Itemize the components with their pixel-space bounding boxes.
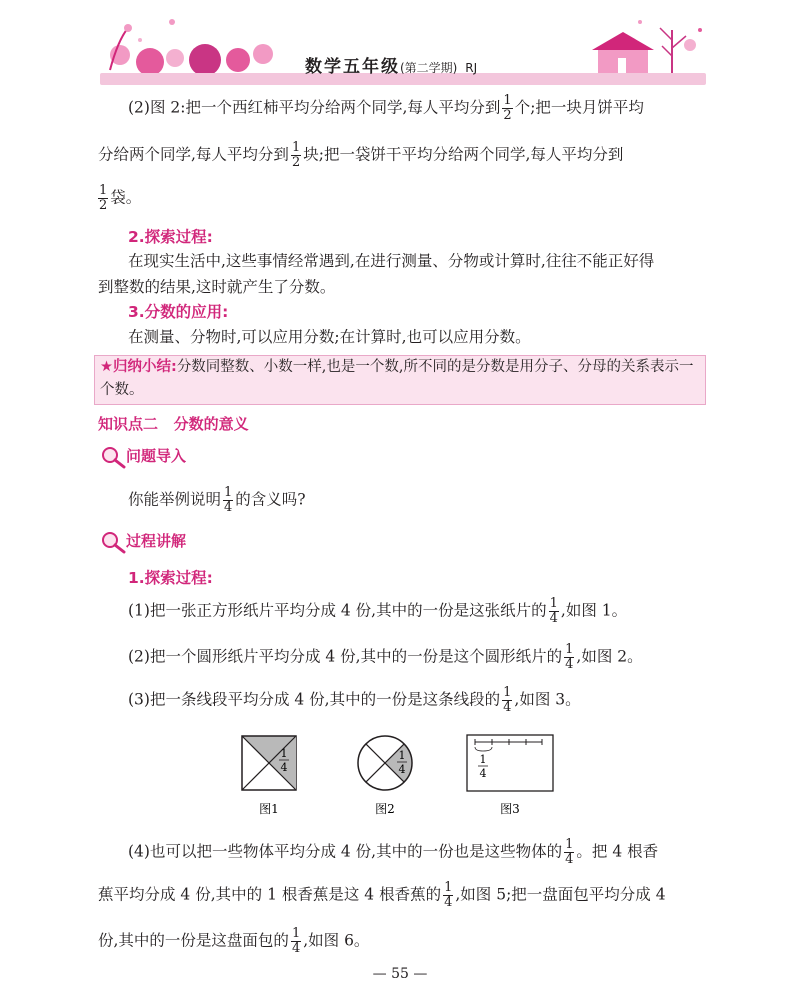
para4-line2: 蕉平均分成 4 份,其中的 1 根香蕉是这 4 根香蕉的 $\frac{1}{4}$ ,如图 5;把一盘面包平均分成 4 [98, 880, 666, 910]
explore-heading: 2.探索过程: [128, 228, 213, 246]
application-heading: 3.分数的应用: [128, 303, 229, 321]
fraction-one-half: $\frac{1}{2}$ [291, 140, 301, 170]
fig1-frac-num: 1 [280, 747, 288, 760]
fraction-one-quarter: $\frac{1}{4}$ [444, 880, 453, 910]
summary-label: ★归纳小结: [100, 359, 177, 375]
explore-line2: 到整数的结果,这时就产生了分数。 [98, 278, 336, 296]
figure-square [242, 736, 296, 790]
figures-area [230, 728, 570, 820]
fig2-frac-num: 1 [398, 749, 406, 762]
para-fig2-line1: (2)图 2:把一个西红柿平均分给两个同学,每人平均分到 $\frac{1}{2}$ 个;把一块月饼平均 [128, 93, 644, 123]
fraction-one-quarter: $\frac{1}{4}$ [503, 685, 512, 715]
flower-decoration-left [110, 19, 273, 76]
intro-heading: 问题导入 [126, 447, 187, 465]
figure-segment [467, 735, 553, 791]
process-p3: (3)把一条线段平均分成 4 份,其中的一份是这条线段的 $\frac{1}{4}$ ,如图 3。 [128, 685, 581, 715]
fraction-one-quarter: $\frac{1}{4}$ [565, 837, 574, 867]
summary-text [100, 356, 700, 402]
intro-question: 你能举例说明 $\frac{1}{4}$ 的含义吗? [128, 485, 306, 515]
fig3-caption: 图3 [500, 802, 520, 816]
fraction-one-quarter: $\frac{1}{4}$ [549, 596, 558, 626]
explore-line1: 在现实生活中,这些事情经常遇到,在进行测量、分物或计算时,往往不能正好得 [128, 252, 655, 270]
page-number: — 55 — [372, 966, 428, 982]
book-title: 数学五年级 [305, 57, 400, 77]
fraction-one-quarter: $\frac{1}{4}$ [565, 642, 574, 672]
para4-line1: (4)也可以把一些物体平均分成 4 份,其中的一份也是这些物体的 $\frac{1}{4}$ 。把 4 根香 [128, 837, 659, 867]
application-text: 在测量、分物时,可以应用分数;在计算时,也可以应用分数。 [128, 328, 531, 346]
para-fig2-line3: $\frac{1}{2}$ 袋。 [99, 183, 142, 213]
fig1-frac-den: 4 [280, 761, 288, 774]
fraction-one-half: $\frac{1}{2}$ [99, 183, 108, 213]
fig1-caption: 图1 [259, 802, 279, 816]
summary-body: 分数同整数、小数一样,也是一个数,所不同的是分数是用分子、分母的关系表示一个数。 [100, 359, 694, 398]
magnifier-icon [99, 445, 127, 469]
fraction-one-quarter: $\frac{1}{4}$ [224, 485, 233, 515]
house-decoration-right [592, 20, 702, 76]
fig3-frac-num: 1 [479, 753, 487, 766]
process-heading: 过程讲解 [126, 532, 187, 550]
book-subtitle: (第二学期) [400, 61, 458, 75]
para-fig2-line2: 分给两个同学,每人平均分到 $\frac{1}{2}$ 块;把一袋饼干平均分给两个同学,每人平均分到 [98, 140, 624, 170]
process-p2: (2)把一个圆形纸片平均分成 4 份,其中的一份是这个圆形纸片的 $\frac{1}{4}$ ,如图 2。 [128, 642, 643, 672]
fraction-one-half: $\frac{1}{2}$ [503, 93, 512, 123]
figure-circle [358, 736, 412, 790]
para4-line3: 份,其中的一份是这盘面包的 $\frac{1}{4}$ ,如图 6。 [98, 926, 370, 956]
book-edition: RJ [465, 61, 478, 75]
fig3-frac-den: 4 [479, 767, 487, 780]
fig2-caption: 图2 [375, 802, 395, 816]
fraction-one-quarter: $\frac{1}{4}$ [291, 926, 301, 956]
knowledge-point-title: 知识点二 分数的意义 [98, 415, 249, 433]
process-step-heading: 1.探索过程: [128, 569, 213, 587]
fig2-frac-den: 4 [398, 763, 406, 776]
magnifier-icon [99, 530, 127, 554]
header-title [305, 52, 477, 77]
process-p1: (1)把一张正方形纸片平均分成 4 份,其中的一份是这张纸片的 $\frac{1}{4}$ ,如图 1。 [128, 596, 628, 626]
